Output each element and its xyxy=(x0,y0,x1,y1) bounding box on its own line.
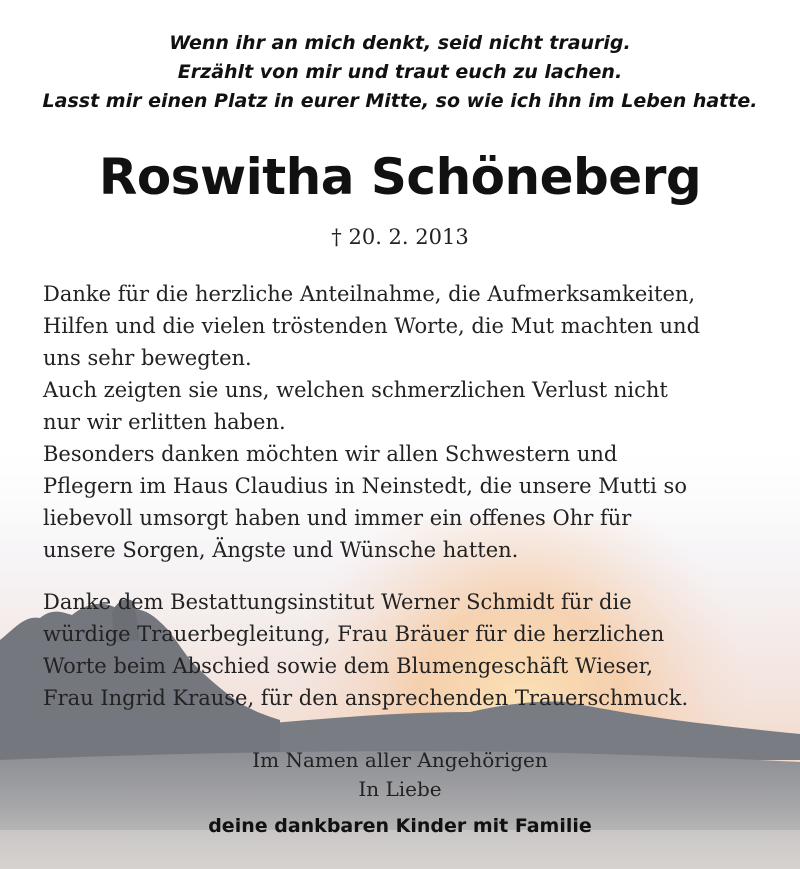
loss-paragraph xyxy=(43,374,773,438)
paragraph-line: Besonders danken möchten wir allen Schwestern und xyxy=(43,442,618,466)
care-thanks-paragraph xyxy=(43,438,773,566)
memorial-poem xyxy=(0,29,800,116)
paragraph-line: Frau Ingrid Krause, für den ansprechenden Trauerschmuck. xyxy=(43,686,689,710)
poem-line: Wenn ihr an mich denkt, seid nicht traurig. xyxy=(169,32,631,54)
poem-line: Lasst mir einen Platz in eurer Mitte, so wie ich ihn im Leben hatte. xyxy=(42,90,758,112)
thanks-paragraph xyxy=(43,278,773,374)
paragraph-line: unsere Sorgen, Ängste und Wünsche hatten. xyxy=(43,538,519,562)
paragraph-line: Danke dem Bestattungsinstitut Werner Schmidt für die xyxy=(43,590,632,614)
death-date: † 20. 2. 2013 xyxy=(331,225,469,249)
signature-relatives: Im Namen aller Angehörigen xyxy=(252,748,548,772)
paragraph-line: Auch zeigten sie uns, welchen schmerzlichen Verlust nicht xyxy=(43,378,668,402)
deceased-name: Roswitha Schöneberg xyxy=(98,148,702,206)
signature-love: In Liebe xyxy=(358,777,442,801)
paragraph-line: liebevoll umsorgt haben und immer ein offenes Ohr für xyxy=(43,506,632,530)
paragraph-line: Hilfen und die vielen tröstenden Worte, die Mut machten und xyxy=(43,314,701,338)
paragraph-line: uns sehr bewegten. xyxy=(43,346,252,370)
paragraph-line: Worte beim Abschied sowie dem Blumengeschäft Wieser, xyxy=(43,654,654,678)
paragraph-line: Pflegern im Haus Claudius in Neinstedt, die unsere Mutti so xyxy=(43,474,687,498)
paragraph-line: Danke für die herzliche Anteilnahme, die Aufmerksamkeiten, xyxy=(43,282,696,306)
signature-family: deine dankbaren Kinder mit Familie xyxy=(208,815,592,837)
poem-line: Erzählt von mir und traut euch zu lachen. xyxy=(177,61,623,83)
paragraph-line: würdige Trauerbegleitung, Frau Bräuer für die herzlichen xyxy=(43,622,665,646)
funeral-thanks-paragraph xyxy=(43,586,773,714)
paragraph-line: nur wir erlitten haben. xyxy=(43,410,286,434)
